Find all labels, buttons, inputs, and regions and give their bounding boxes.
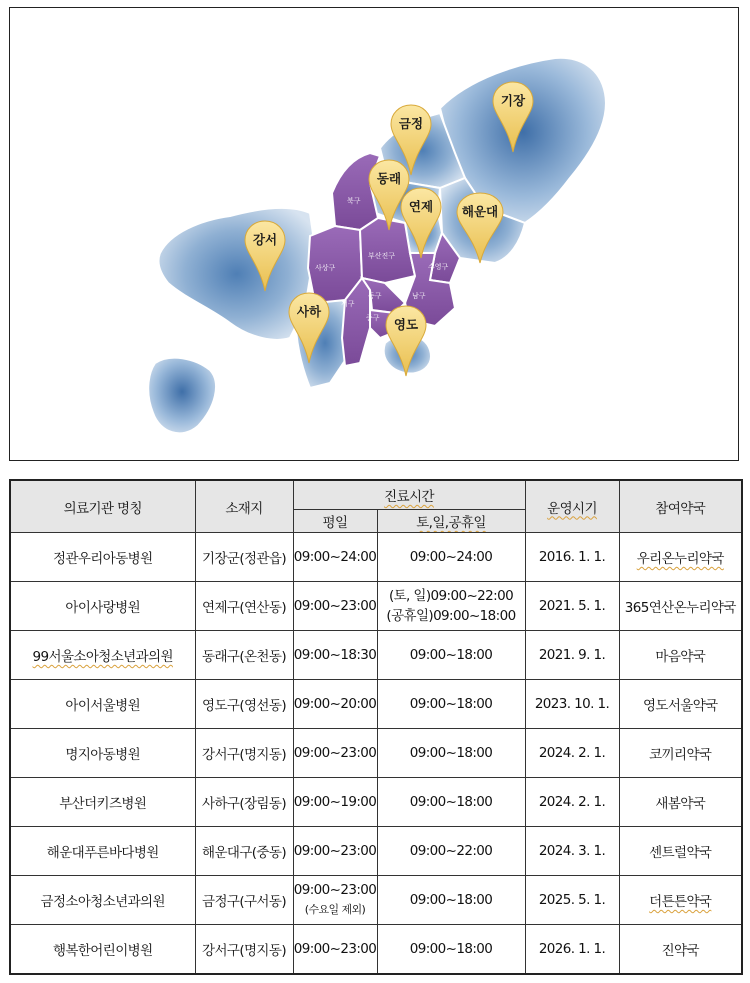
table-row <box>10 680 742 729</box>
cell-weekend: 09:00~18:00 <box>377 729 525 778</box>
cell-pharmacy: 영도서울약국 <box>619 680 742 729</box>
cell-weekend: 09:00~18:00 <box>377 680 525 729</box>
cell-weekend: 09:00~18:00 <box>377 876 525 925</box>
header-weekend-text: 토,일,공휴일 <box>416 515 486 531</box>
district-busanjin <box>360 218 415 283</box>
cell-weekend-line: (토, 일)09:00~22:00 <box>388 588 514 604</box>
table-row <box>10 827 742 876</box>
district-label-seogu: 서구 <box>341 300 355 308</box>
cell-location: 강서구(명지동) <box>195 925 293 975</box>
table-row <box>10 729 742 778</box>
cell-weekend: 09:00~18:00 <box>377 631 525 680</box>
district-label-suyeong: 수영구 <box>428 263 449 271</box>
cell-since: 2024. 2. 1. <box>525 778 619 827</box>
cell-name: 아이서울병원 <box>10 680 195 729</box>
district-label-namgu: 남구 <box>412 292 426 300</box>
cell-weekday: 09:00~23:00 <box>293 925 377 975</box>
pin-label-yeonje: 연제 <box>408 199 434 214</box>
cell-location: 동래구(온천동) <box>195 631 293 680</box>
cell-since: 2025. 5. 1. <box>525 876 619 925</box>
cell-location: 금정구(구서동) <box>195 876 293 925</box>
cell-name: 해운대푸른바다병원 <box>10 827 195 876</box>
cell-weekend: 09:00~24:00 <box>377 533 525 582</box>
cell-weekday <box>293 876 377 925</box>
cell-weekday: 09:00~23:00 <box>293 827 377 876</box>
cell-location: 해운대구(중동) <box>195 827 293 876</box>
cell-weekend <box>377 582 525 631</box>
cell-location: 기장군(정관읍) <box>195 533 293 582</box>
hospital-table-container <box>9 479 741 975</box>
cell-name: 명지아동병원 <box>10 729 195 778</box>
pin-label-saha: 사하 <box>296 304 322 319</box>
cell-name <box>10 631 195 680</box>
pin-label-geumjeong: 금정 <box>398 116 424 131</box>
header-hours <box>293 480 525 510</box>
table-row <box>10 533 742 582</box>
cell-pharmacy: 코끼리약국 <box>619 729 742 778</box>
cell-location: 연제구(연산동) <box>195 582 293 631</box>
table-row <box>10 876 742 925</box>
cell-location: 사하구(장림동) <box>195 778 293 827</box>
cell-location: 영도구(영선동) <box>195 680 293 729</box>
table-row <box>10 925 742 975</box>
cell-name: 아이사랑병원 <box>10 582 195 631</box>
cell-since: 2016. 1. 1. <box>525 533 619 582</box>
header-weekday: 평일 <box>293 510 377 533</box>
cell-name: 금정소아청소년과의원 <box>10 876 195 925</box>
cell-weekday: 09:00~24:00 <box>293 533 377 582</box>
cell-since: 2026. 1. 1. <box>525 925 619 975</box>
cell-since: 2024. 2. 1. <box>525 729 619 778</box>
table-row <box>10 631 742 680</box>
district-label-sasang: 사상구 <box>315 264 336 272</box>
cell-weekday: 09:00~23:00 <box>293 582 377 631</box>
cell-weekday-note: (수요일 제외) <box>304 903 366 916</box>
hospital-table <box>9 479 743 975</box>
pin-label-dongnae: 동래 <box>376 171 402 186</box>
cell-pharmacy-text: 우리온누리약국 <box>636 551 724 567</box>
header-pharmacy: 참여약국 <box>619 480 742 533</box>
cell-weekday: 09:00~18:30 <box>293 631 377 680</box>
cell-weekend-line: (공휴일)09:00~18:00 <box>386 608 516 624</box>
cell-weekday: 09:00~19:00 <box>293 778 377 827</box>
header-location: 소재지 <box>195 480 293 533</box>
pin-label-haeundae: 해운대 <box>461 204 499 219</box>
district-label-busanjin: 부산진구 <box>368 252 396 260</box>
header-since-text: 운영시기 <box>547 500 597 517</box>
cell-since: 2023. 10. 1. <box>525 680 619 729</box>
cell-weekday: 09:00~23:00 <box>293 729 377 778</box>
island-shape <box>148 358 216 434</box>
table-row <box>10 582 742 631</box>
cell-weekday: 09:00~20:00 <box>293 680 377 729</box>
cell-weekend: 09:00~22:00 <box>377 827 525 876</box>
pin-label-gangseo: 강서 <box>252 232 278 247</box>
cell-name-text: 99서울소아청소년과의원 <box>32 649 173 665</box>
cell-pharmacy-text: 더튼튼약국 <box>649 894 712 910</box>
cell-weekday-line: 09:00~23:00 <box>293 882 377 898</box>
cell-name: 행복한어린이병원 <box>10 925 195 975</box>
map-graphic <box>10 8 739 461</box>
pin-label-yeongdo: 영도 <box>393 317 419 332</box>
cell-pharmacy <box>619 533 742 582</box>
cell-pharmacy: 진약국 <box>619 925 742 975</box>
cell-pharmacy: 센트럴약국 <box>619 827 742 876</box>
cell-pharmacy: 새봄약국 <box>619 778 742 827</box>
header-weekend <box>377 510 525 533</box>
cell-name: 정관우리아동병원 <box>10 533 195 582</box>
cell-weekend: 09:00~18:00 <box>377 778 525 827</box>
district-label-bukgu: 북구 <box>347 197 361 205</box>
district-label-donggu: 동구 <box>368 292 382 300</box>
cell-since: 2024. 3. 1. <box>525 827 619 876</box>
cell-name: 부산더키즈병원 <box>10 778 195 827</box>
cell-location: 강서구(명지동) <box>195 729 293 778</box>
district-label-junggu: 중구 <box>366 314 380 322</box>
pin-label-gijang: 기장 <box>500 93 526 108</box>
cell-since: 2021. 9. 1. <box>525 631 619 680</box>
table-row <box>10 778 742 827</box>
cell-pharmacy: 365연산온누리약국 <box>619 582 742 631</box>
cell-pharmacy <box>619 876 742 925</box>
cell-pharmacy: 마음약국 <box>619 631 742 680</box>
header-since <box>525 480 619 533</box>
cell-since: 2021. 5. 1. <box>525 582 619 631</box>
header-hours-text: 진료시간 <box>384 489 434 505</box>
header-name: 의료기관 명칭 <box>10 480 195 533</box>
busan-district-map <box>9 7 739 461</box>
cell-weekend: 09:00~18:00 <box>377 925 525 975</box>
